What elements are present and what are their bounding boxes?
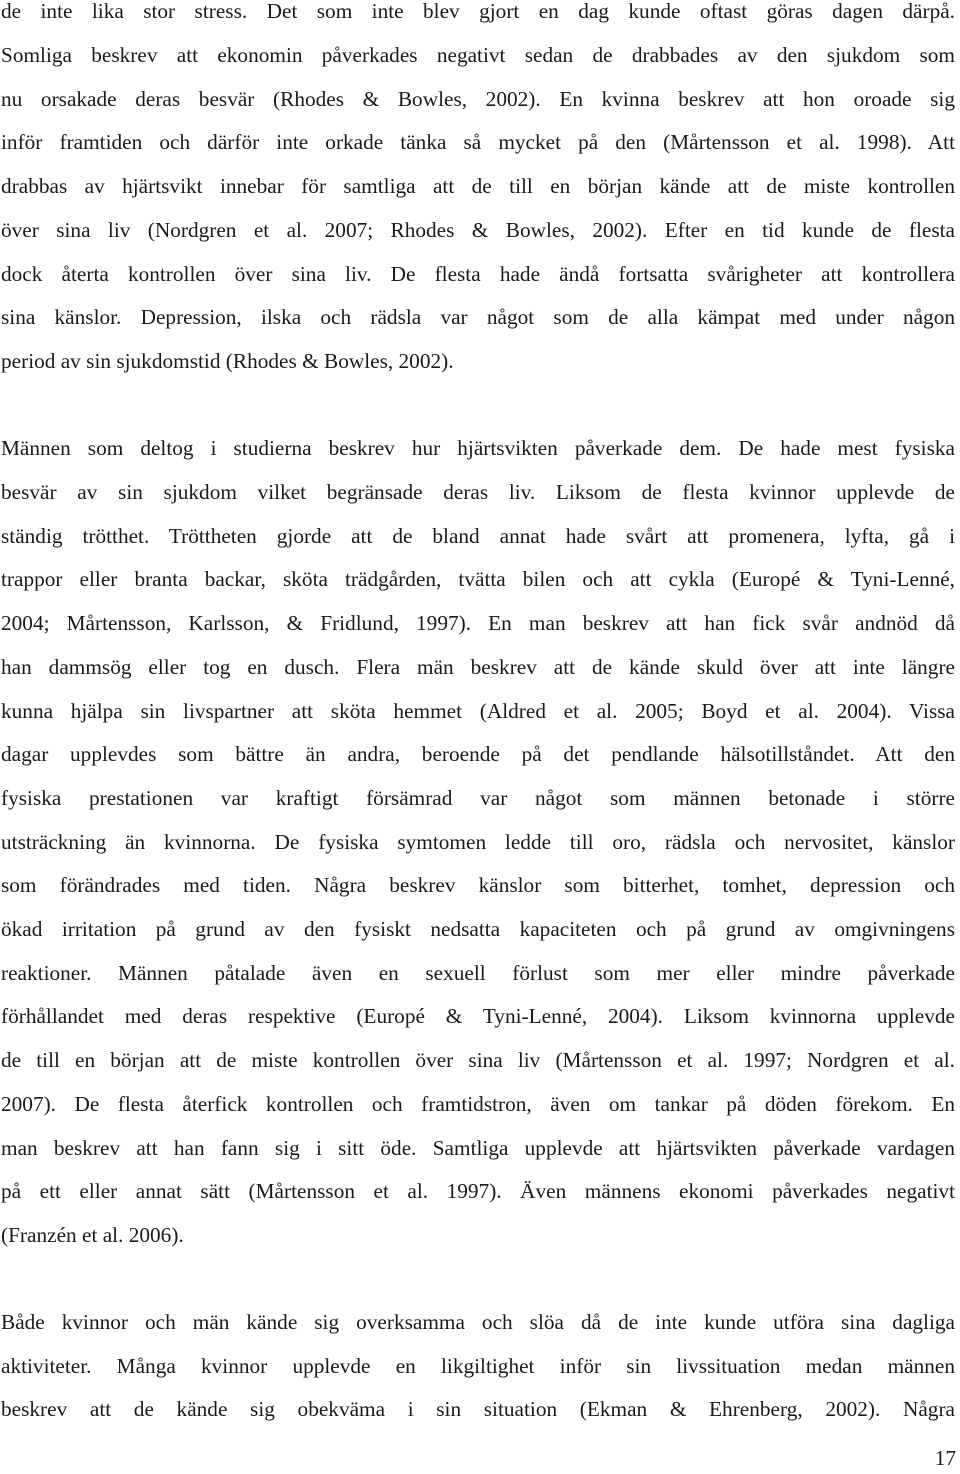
text-line: på ett eller annat sätt (Mårtensson et al. 1997). Även männens ekonomi påverkades negativt [1,1179,955,1203]
text-line: inför framtiden och därför inte orkade tänka så mycket på den (Mårtensson et al. 1998). Att [1,130,955,154]
text-line: 2007). De flesta återfick kontrollen och framtidstron, även om tankar på döden förekom. En [1,1092,955,1116]
text-line: sina känslor. Depression, ilska och rädsla var något som de alla kämpat med under någon [1,305,955,329]
page-number: 17 [934,1446,956,1470]
text-line: period av sin sjukdomstid (Rhodes & Bowles, 2002). [1,349,454,373]
text-line: aktiviteter. Många kvinnor upplevde en likgiltighet inför sin livssituation medan männen [1,1354,955,1378]
text-line: Både kvinnor och män kände sig overksamma och slöa då de inte kunde utföra sina dagliga [1,1310,955,1334]
text-line: de till en början att de miste kontrollen över sina liv (Mårtensson et al. 1997; Nordgren et al. [1,1048,955,1072]
text-line: kunna hjälpa sin livspartner att sköta hemmet (Aldred et al. 2005; Boyd et al. 2004). Vissa [1,699,955,723]
text-line: som förändrades med tiden. Några beskrev känslor som bitterhet, tomhet, depression och [1,873,955,897]
text-line: fysiska prestationen var kraftigt försämrad var något som männen betonade i större [1,786,955,810]
text-line: dagar upplevdes som bättre än andra, beroende på det pendlande hälsotillståndet. Att den [1,742,955,766]
text-line: besvär av sin sjukdom vilket begränsade deras liv. Liksom de flesta kvinnor upplevde de [1,480,955,504]
text-line: reaktioner. Männen påtalade även en sexuell förlust som mer eller mindre påverkade [1,961,955,985]
text-line: han dammsög eller tog en dusch. Flera män beskrev att de kände skuld över att inte längre [1,655,955,679]
text-line: över sina liv (Nordgren et al. 2007; Rhodes & Bowles, 2002). Efter en tid kunde de flesta [1,218,955,242]
text-line: 2004; Mårtensson, Karlsson, & Fridlund, 1997). En man beskrev att han fick svår andnöd då [1,611,955,635]
text-line: trappor eller branta backar, sköta trädgården, tvätta bilen och att cykla (Europé & Tyni-Lenné, [1,567,955,591]
text-line: man beskrev att han fann sig i sitt öde. Samtliga upplevde att hjärtsvikten påverkade vardagen [1,1136,955,1160]
text-line: nu orsakade deras besvär (Rhodes & Bowles, 2002). En kvinna beskrev att hon oroade sig [1,87,955,111]
text-line: ökad irritation på grund av den fysiskt nedsatta kapaciteten och på grund av omgivningens [1,917,955,941]
text-line: ständig trötthet. Tröttheten gjorde att de bland annat hade svårt att promenera, lyfta, gå i [1,524,955,548]
text-line: dock återta kontrollen över sina liv. De flesta hade ändå fortsatta svårigheter att kontrollera [1,262,955,286]
text-line: Somliga beskrev att ekonomin påverkades negativt sedan de drabbades av den sjukdom som [1,43,955,67]
text-line: förhållandet med deras respektive (Europé & Tyni-Lenné, 2004). Liksom kvinnorna upplevde [1,1004,955,1028]
text-line: Männen som deltog i studierna beskrev hur hjärtsvikten påverkade dem. De hade mest fysiska [1,436,955,460]
text-line: beskrev att de kände sig obekväma i sin situation (Ekman & Ehrenberg, 2002). Några [1,1397,955,1421]
text-line: (Franzén et al. 2006). [1,1223,184,1247]
text-line: drabbas av hjärtsvikt innebar för samtliga att de till en början kände att de miste kontrollen [1,174,955,198]
text-line: de inte lika stor stress. Det som inte blev gjort en dag kunde oftast göras dagen därpå. [1,0,955,23]
text-line: utsträckning än kvinnorna. De fysiska symtomen ledde till oro, rädsla och nervositet, känslor [1,830,955,854]
